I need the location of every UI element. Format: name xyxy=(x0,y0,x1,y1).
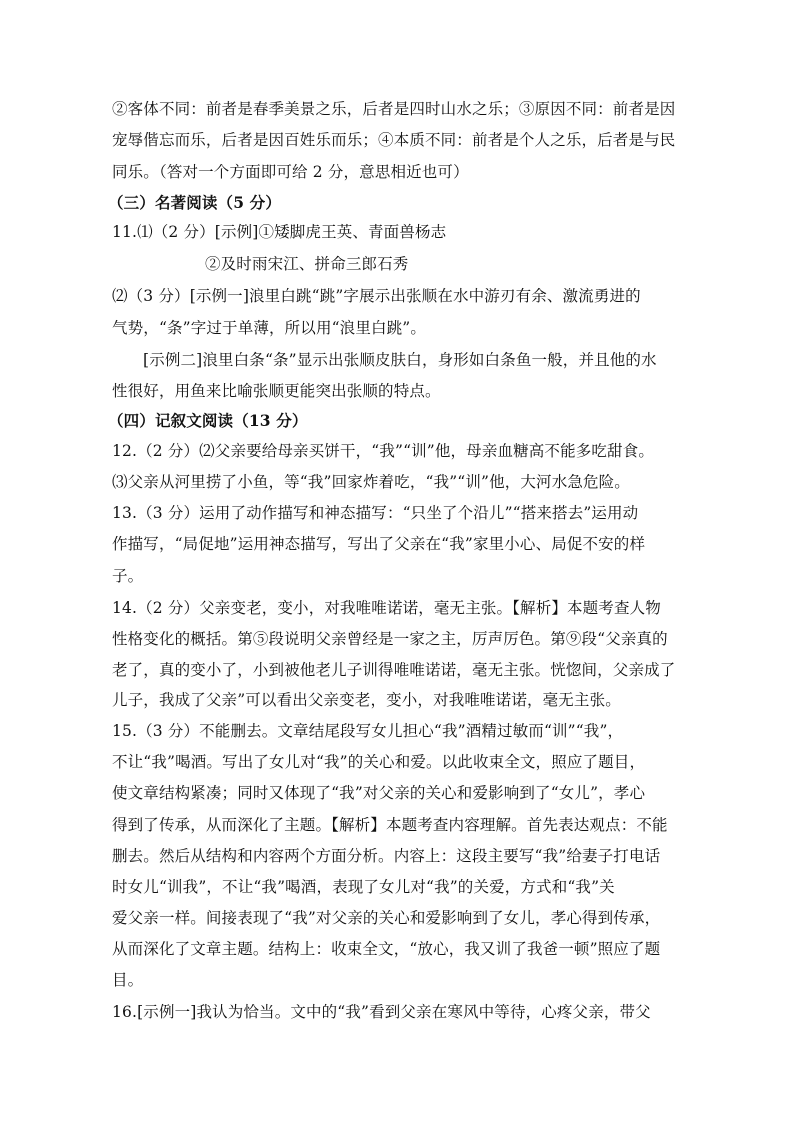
text-line: 气势，“条”字过于单薄，所以用“浪里白跳”。 xyxy=(112,319,426,337)
text-line: ⑵（3 分）[示例一]浪里白跳“跳”字展示出张顺在水中游刃有余、激流勇进的 xyxy=(112,287,641,305)
text-line: ②及时雨宋江、拼命三郎石秀 xyxy=(205,255,409,273)
text-line: 12.（2 分）⑵父亲要给母亲买饼干，“我”“训”他，母亲血糖高不能多吃甜食。 xyxy=(112,442,654,460)
text-line: 性格变化的概括。第⑤段说明父亲曾经是一家之主，厉声厉色。第⑨段“父亲真的 xyxy=(112,630,668,648)
text-line: 儿子，我成了父亲”可以看出父亲变老，变小，对我唯唯诺诺，毫无主张。 xyxy=(112,691,621,709)
text-line: ⑶父亲从河里捞了小鱼，等“我”回家炸着吃，“我”“训”他，大河水急危险。 xyxy=(112,473,630,491)
text-line: 目。 xyxy=(112,971,144,989)
text-line: 删去。然后从结构和内容两个方面分析。内容上：这段主要写“我”给妻子打电话 xyxy=(112,847,661,865)
text-line: 15.（3 分）不能删去。文章结尾段写女儿担心“我”酒精过敏而“训”“我”， xyxy=(112,722,624,740)
text-line: 同乐。（答对一个方面即可给 2 分，意思相近也可） xyxy=(112,163,469,181)
text-line: 子。 xyxy=(112,567,144,585)
text-line: 从而深化了文章主题。结构上：收束全文，“放心，我又训了我爸一顿”照应了题 xyxy=(112,940,661,958)
text-line: 宠辱偕忘而乐，后者是因百姓乐而乐；④本质不同：前者是个人之乐，后者是与民 xyxy=(112,131,676,149)
text-line: 16.[示例一]我认为恰当。文中的“我”看到父亲在寒风中等待，心疼父亲，带父 xyxy=(112,1003,651,1021)
text-line: [示例二]浪里白条“条”显示出张顺皮肤白，身形如白条鱼一般，并且他的水 xyxy=(143,351,657,369)
text-line: 使文章结构紧凑；同时又体现了“我”对父亲的关心和爱影响到了“女儿”，孝心 xyxy=(112,784,646,802)
text-line: 时女儿“训我”，不让“我”喝酒，表现了女儿对“我”的关爱，方式和“我”关 xyxy=(112,878,615,896)
text-line: 性很好，用鱼来比喻张顺更能突出张顺的特点。 xyxy=(112,382,441,400)
text-line: 爱父亲一样。间接表现了“我”对父亲的关心和爱影响到了女儿，孝心得到传承， xyxy=(112,909,661,927)
text-line: 不让“我”喝酒。写出了女儿对“我”的关心和爱。以此收束全文，照应了题目， xyxy=(112,753,646,771)
text-line: 13.（3 分）运用了动作描写和神态描写：“只坐了个沿儿”“搭来搭去”运用动 xyxy=(112,504,639,522)
text-line: 14.（2 分）父亲变老，变小，对我唯唯诺诺，毫无主张。【解析】本题考查人物 xyxy=(112,599,661,617)
text-line: 作描写，“局促地”运用神态描写，写出了父亲在“我”家里小心、局促不安的样 xyxy=(112,535,646,553)
section-heading: （四）记叙文阅读（13 分） xyxy=(108,411,308,430)
text-line: 老了，真的变小了，小到被他老儿子训得唯唯诺诺，毫无主张。恍惚间，父亲成了 xyxy=(112,661,676,679)
text-line: ②客体不同：前者是春季美景之乐，后者是四时山水之乐；③原因不同：前者是因 xyxy=(112,100,676,118)
section-heading: （三）名著阅读（5 分） xyxy=(108,193,281,212)
text-line: 11.⑴（2 分）[示例]①矮脚虎王英、青面兽杨志 xyxy=(112,223,447,241)
text-line: 得到了传承，从而深化了主题。【解析】本题考查内容理解。首先表达观点：不能 xyxy=(112,816,668,834)
